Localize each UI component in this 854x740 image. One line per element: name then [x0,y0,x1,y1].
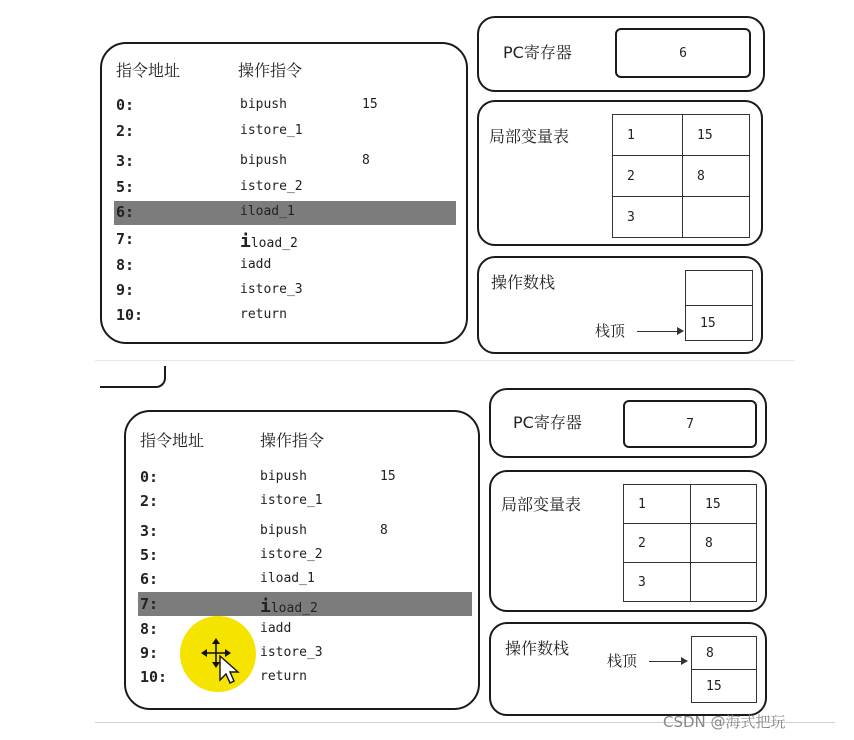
instruction-address: 9: [116,281,135,299]
instruction-opcode-text: bipush [260,469,307,484]
instruction-opcode [260,571,315,586]
slot-index: 3 [613,197,683,238]
slot-value [691,563,757,602]
instruction-operand: 15 [362,97,378,112]
header-address: 指令地址 [140,431,205,450]
instruction-opcode-text: istore_2 [260,547,323,562]
instruction-operand: 8 [362,153,370,168]
instruction-opcode-text: iadd [260,621,292,636]
instruction-opcode [240,282,303,297]
stack-top-label: 栈顶 [607,652,638,670]
pc-register-value: 7 [623,400,757,448]
stack-cell: 15 [691,669,757,703]
instruction-address: 0: [140,468,159,486]
instruction-operand: 8 [380,523,388,538]
slot-index: 1 [624,485,691,524]
header-address: 指令地址 [116,61,181,80]
slot-value: 8 [683,156,750,197]
local-variable-table [623,484,757,602]
operand-stack-panel [477,256,763,354]
slot-value: 8 [691,524,757,563]
instruction-address: 0: [116,96,135,114]
slot-value [683,197,750,238]
local-variable-table [612,114,750,238]
slot-index: 2 [624,524,691,563]
header-instruction: 操作指令 [260,431,325,450]
instruction-opcode-text: return [240,307,287,322]
instruction-opcode-text: istore_1 [240,123,303,138]
move-cursor-icon [180,616,256,692]
table-row [624,563,757,602]
instruction-opcode [240,307,287,322]
instruction-address: 3: [116,152,135,170]
instruction-address: 2: [116,122,135,140]
instruction-opcode-text: istore_3 [240,282,303,297]
slot-index: 2 [613,156,683,197]
table-row [624,524,757,563]
instruction-opcode [260,493,323,508]
instruction-address: 2: [140,492,159,510]
instruction-opcode-text: iadd [240,257,272,272]
cursor-highlight [180,616,256,692]
slot-index: 1 [613,115,683,156]
instruction-address: 9: [140,644,159,662]
instruction-opcode [240,257,271,272]
table-row [613,115,750,156]
stack-cell: 15 [685,305,753,341]
pc-register-value: 6 [615,28,751,78]
frame-divider [95,360,795,361]
instruction-opcode-text: bipush [240,97,287,112]
instruction-address: 3: [140,522,159,540]
pc-register-label: PC寄存器 [513,413,582,432]
instruction-opcode [240,97,287,112]
header-instruction: 操作指令 [238,61,303,80]
code-panel [100,42,468,344]
table-row [613,197,750,238]
pc-register-label: PC寄存器 [503,43,572,62]
stack-top-arrow [649,661,681,662]
stack-cell: 8 [691,636,757,670]
instruction-opcode-text: load_2 [250,236,298,251]
instruction-opcode-text: istore_3 [260,645,323,660]
instruction-opcode-text: istore_1 [260,493,323,508]
arrow-head-icon [681,657,688,665]
local-variable-panel [489,470,767,612]
pc-register-panel [477,16,765,92]
instruction-opcode [240,179,303,194]
operand-stack-label: 操作数栈 [491,273,556,292]
instruction-operand: 15 [380,469,396,484]
instruction-opcode [260,469,307,484]
instruction-opcode [240,123,303,138]
instruction-address: 6: [116,203,135,221]
local-variable-label: 局部变量表 [489,127,570,146]
table-row [613,156,750,197]
instruction-address: 7: [116,230,135,248]
slot-value: 15 [691,485,757,524]
local-variable-panel [477,100,763,246]
stack-cell [685,270,753,306]
watermark: CSDN @海式把玩 [663,713,786,731]
instruction-address: 10: [140,668,168,686]
instruction-address: 6: [140,570,159,588]
prior-panel-corner [100,366,166,388]
instruction-opcode-text: return [260,669,307,684]
instruction-opcode-text: iload_1 [260,571,315,586]
instruction-address: 10: [116,306,144,324]
instruction-opcode-initial: i [240,231,251,252]
operand-stack-label: 操作数栈 [505,639,570,658]
instruction-opcode [240,231,298,252]
instruction-opcode-text: bipush [260,523,307,538]
instruction-opcode [240,153,287,168]
code-panel [124,410,480,710]
instruction-opcode [260,621,291,636]
stack-top-label: 栈顶 [595,322,626,340]
instruction-address: 8: [116,256,135,274]
pc-register-panel [489,388,767,458]
instruction-address: 5: [116,178,135,196]
local-variable-label: 局部变量表 [501,495,582,514]
instruction-opcode [260,596,318,617]
instruction-opcode [260,547,323,562]
slot-value: 15 [683,115,750,156]
instruction-opcode-text: load_2 [270,601,318,616]
instruction-address: 7: [140,595,159,613]
table-row [624,485,757,524]
slot-index: 3 [624,563,691,602]
instruction-opcode [260,669,307,684]
instruction-opcode-initial: i [260,596,271,617]
instruction-opcode-text: bipush [240,153,287,168]
arrow-head-icon [677,327,684,335]
instruction-opcode [240,204,295,219]
instruction-opcode-text: iload_1 [240,204,295,219]
instruction-opcode [260,523,307,538]
stack-top-arrow [637,331,677,332]
instruction-opcode-text: istore_2 [240,179,303,194]
operand-stack-panel [489,622,767,716]
instruction-address: 8: [140,620,159,638]
instruction-address: 5: [140,546,159,564]
instruction-opcode [260,645,323,660]
